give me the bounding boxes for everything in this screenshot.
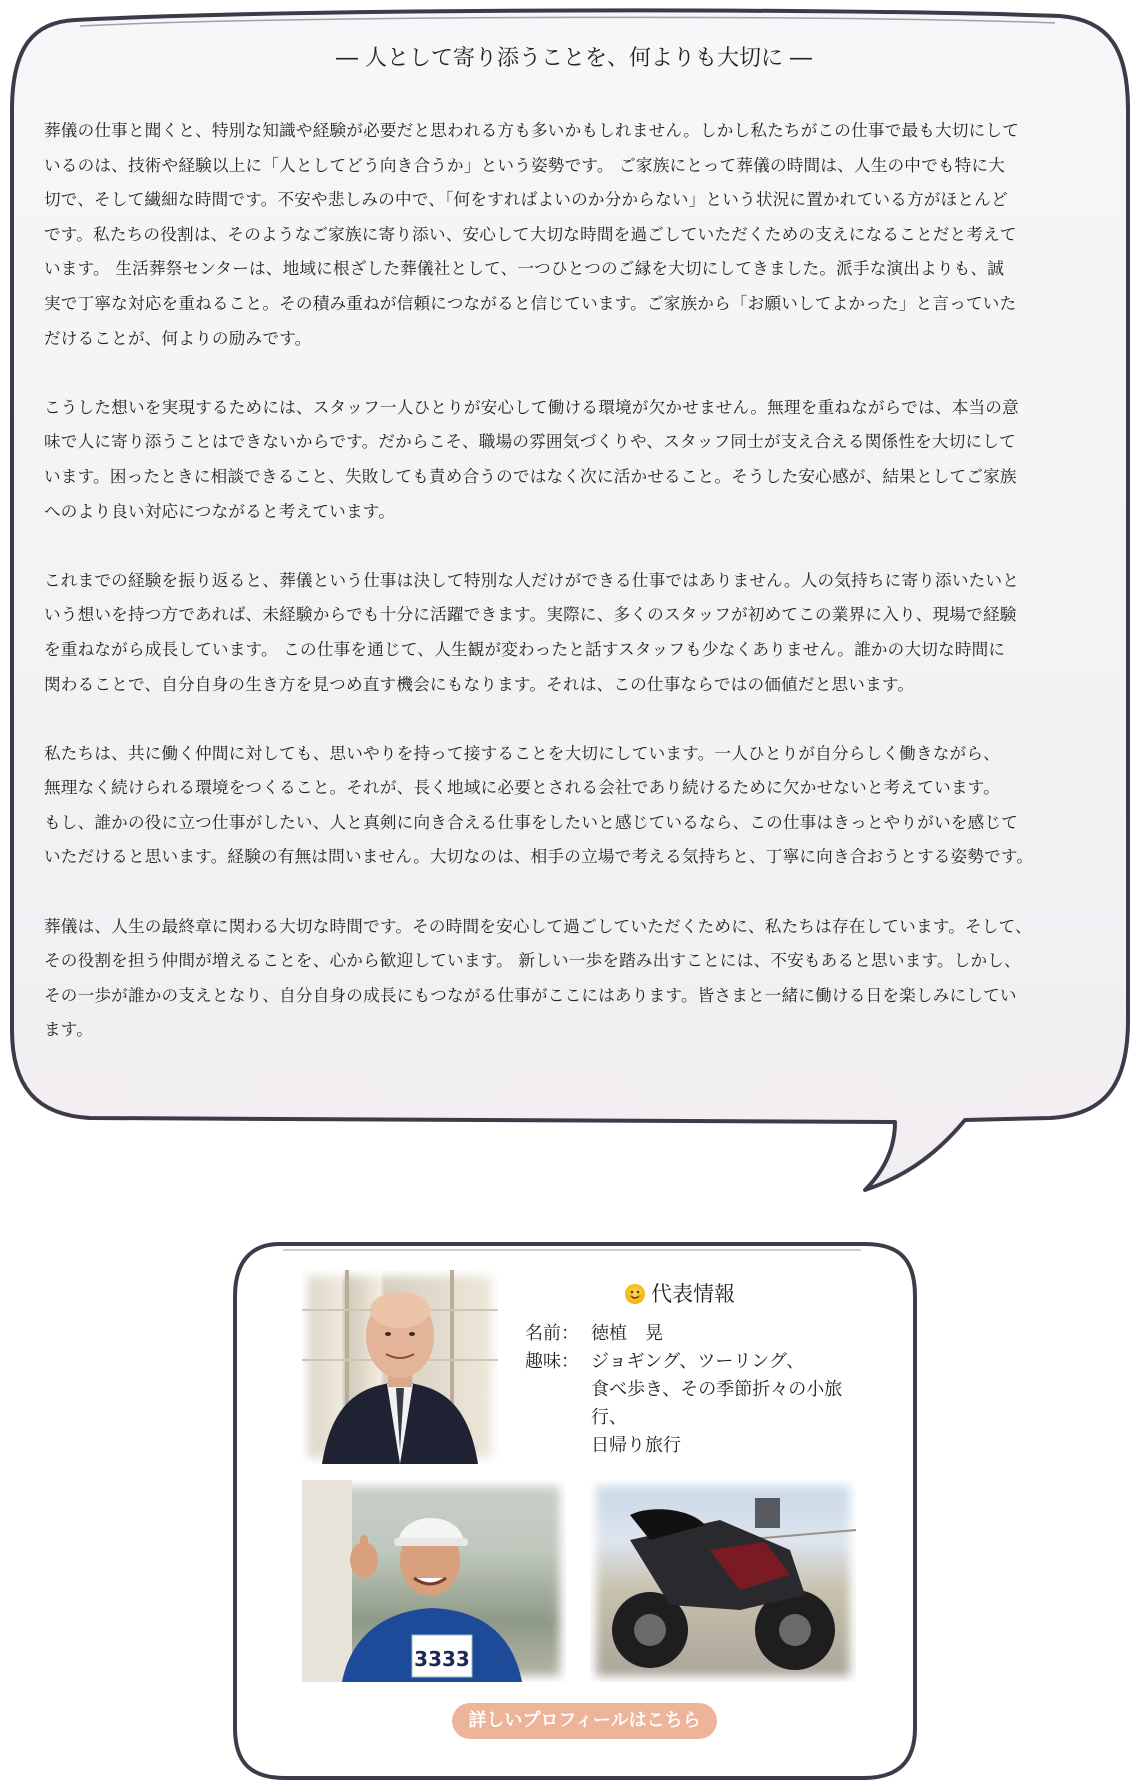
profile-title [625, 1280, 735, 1308]
bib-number: 3333 [414, 1647, 470, 1671]
name-value: 徳植 晃 [591, 1323, 663, 1344]
profile-name-row [525, 1320, 865, 1348]
profile-hobby-row [525, 1348, 865, 1460]
jogging-photo [302, 1480, 566, 1682]
message-paragraph: これまでの経験を振り返ると、葬儀という仕事は決して特別な人だけができる仕事ではありません。人の気持ちに寄り添いたいと いう想いを持つ方であれば、未経験からでも十分に活躍できます。実際に、多くのスタッフが初めてこの業界に入り、現場で経験 を重ねながら成長しています。 この仕事を通じて、人生観が変わったと話すスタッフも少なくありません。誰かの大切な時間に 関わることで、自分自身の生き方を見つめ直す機会にもなります。それは、この仕事ならではの価値だと思います。 [44, 570, 1020, 694]
name-label: 名前： [525, 1323, 579, 1344]
smiling-face-icon [625, 1284, 645, 1304]
hobby-value: ジョギング、ツーリング、 食べ歩き、その季節折々の小旅行、 日帰り旅行 [591, 1351, 843, 1456]
message-title: ― 人として寄り添うことを、何よりも大切に ― [336, 46, 812, 71]
representative-portrait-photo [302, 1270, 498, 1464]
profile-title-text: 代表情報 [651, 1282, 735, 1306]
message-paragraph: 葬儀の仕事と聞くと、特別な知識や経験が必要だと思われる方も多いかもしれません。しかし私たちがこの仕事で最も大切にして いるのは、技術や経験以上に「人としてどう向き合うか」という姿勢です。 ご家族にとって葬儀の時間は、人生の中でも特に大 切で、そして繊細な時間です。不安や悲しみの中で、「何をすればよいのか分からない」という状況に置かれている方がほとんど です。私たちの役割は、そのようなご家族に寄り添い、安心して大切な時間を過ごしていただくための支えになることだと考えて います。 生活葬祭センターは、地域に根ざした葬儀社として、一つひとつのご縁を大切にしてきました。派手な演出よりも、誠 実で丁寧な対応を重ねること。その積み重ねが信頼につながると信じています。ご家族から「お願いしてよかった」と言っていた だけることが、何よりの励みです。 [44, 121, 1020, 348]
message-body [44, 44, 1104, 1083]
message-paragraph: 私たちは、共に働く仲間に対しても、思いやりを持って接することを大切にしています。一人ひとりが自分らしく働きながら、 無理なく続けられる環境をつくること。それが、長く地域に必要とされる会社であり続けるために欠かせないと考えています。 もし、誰かの役に立つ仕事がしたい、人と真剣に向き合える仕事をしたいと感じているなら、この仕事はきっとやりがいを感じて いただけると思います。経験の有無は問いません。大切なのは、相手の立場で考える気持ちと、丁寧に向き合おうとする姿勢です。 [44, 743, 1034, 867]
message-paragraph: こうした想いを実現するためには、スタッフ一人ひとりが安心して働ける環境が欠かせません。無理を重ねながらでは、本当の意 味で人に寄り添うことはできないからです。だからこそ、職場の雰囲気づくりや、スタッフ同士が支え合える関係性を大切にして います。困ったときに相談できること、失敗しても責め合うのではなく次に活かせること。そうした安心感が、結果としてご家族 へのより良い対応につながると考えています。 [44, 397, 1019, 521]
message-paragraph: 葬儀は、人生の最終章に関わる大切な時間です。その時間を安心して過ごしていただくために、私たちは存在しています。そして、 その役割を担う仲間が増えることを、心から歓迎しています。 新しい一歩を踏み出すことには、不安もあると思います。しかし、 その一歩が誰かの支えとなり、自分自身の成長にもつながる仕事がここにはあります。皆さまと一緒に働ける日を楽しみにしてい ます。 [44, 916, 1032, 1040]
touring-motorcycle-photo [590, 1480, 856, 1682]
profile-info [525, 1320, 865, 1460]
profile-detail-button[interactable]: 詳しいプロフィールはこちら [452, 1703, 717, 1739]
hobby-label: 趣味： [525, 1351, 579, 1372]
